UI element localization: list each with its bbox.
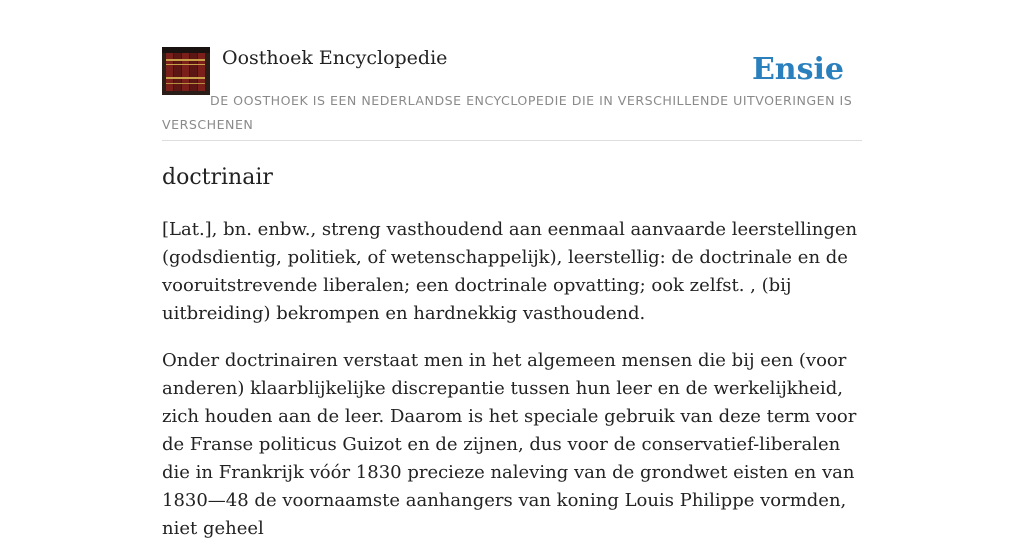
- encyclopedia-books-icon[interactable]: [162, 47, 210, 95]
- article-paragraph: [Lat.], bn. enbw., streng vasthoudend aan eenmaal aanvaarde leerstellingen (godsdientig, politiek, of wetenschappelijk), leerstellig: de doctrinale en de vooruitstrevende liberalen; een doctrinale opvatting; ook zelfst. , (bij uitbreiding) bekrompen en hardnekkig vasthoudend.: [162, 219, 858, 324]
- page-title: doctrinair: [162, 165, 273, 190]
- article: [162, 162, 862, 543]
- site-tagline: DE OOSTHOEK IS EEN NEDERLANDSE ENCYCLOPEDIE DIE IN VERSCHILLENDE UITVOERINGEN IS VERSCHENEN: [162, 93, 853, 132]
- site-header: [162, 46, 862, 141]
- site-name-link[interactable]: Oosthoek Encyclopedie: [222, 47, 448, 69]
- article-paragraph: Onder doctrinairen verstaat men in het algemeen mensen die bij een (voor anderen) klaarblijkelijke discrepantie tussen hun leer en de werkelijkheid, zich houden aan de leer. Daarom is het speciale gebruik van deze term voor de Franse politicus Guizot en de zijnen, dus voor de conservatief-liberalen die in Frankrijk vóór 1830 precieze naleving van de grondwet eisten en van 1830—48 de voornaamste aanhangers van koning Louis Philippe vormden, niet geheel: [162, 350, 857, 539]
- brand-logo-link[interactable]: Ensie: [751, 52, 844, 87]
